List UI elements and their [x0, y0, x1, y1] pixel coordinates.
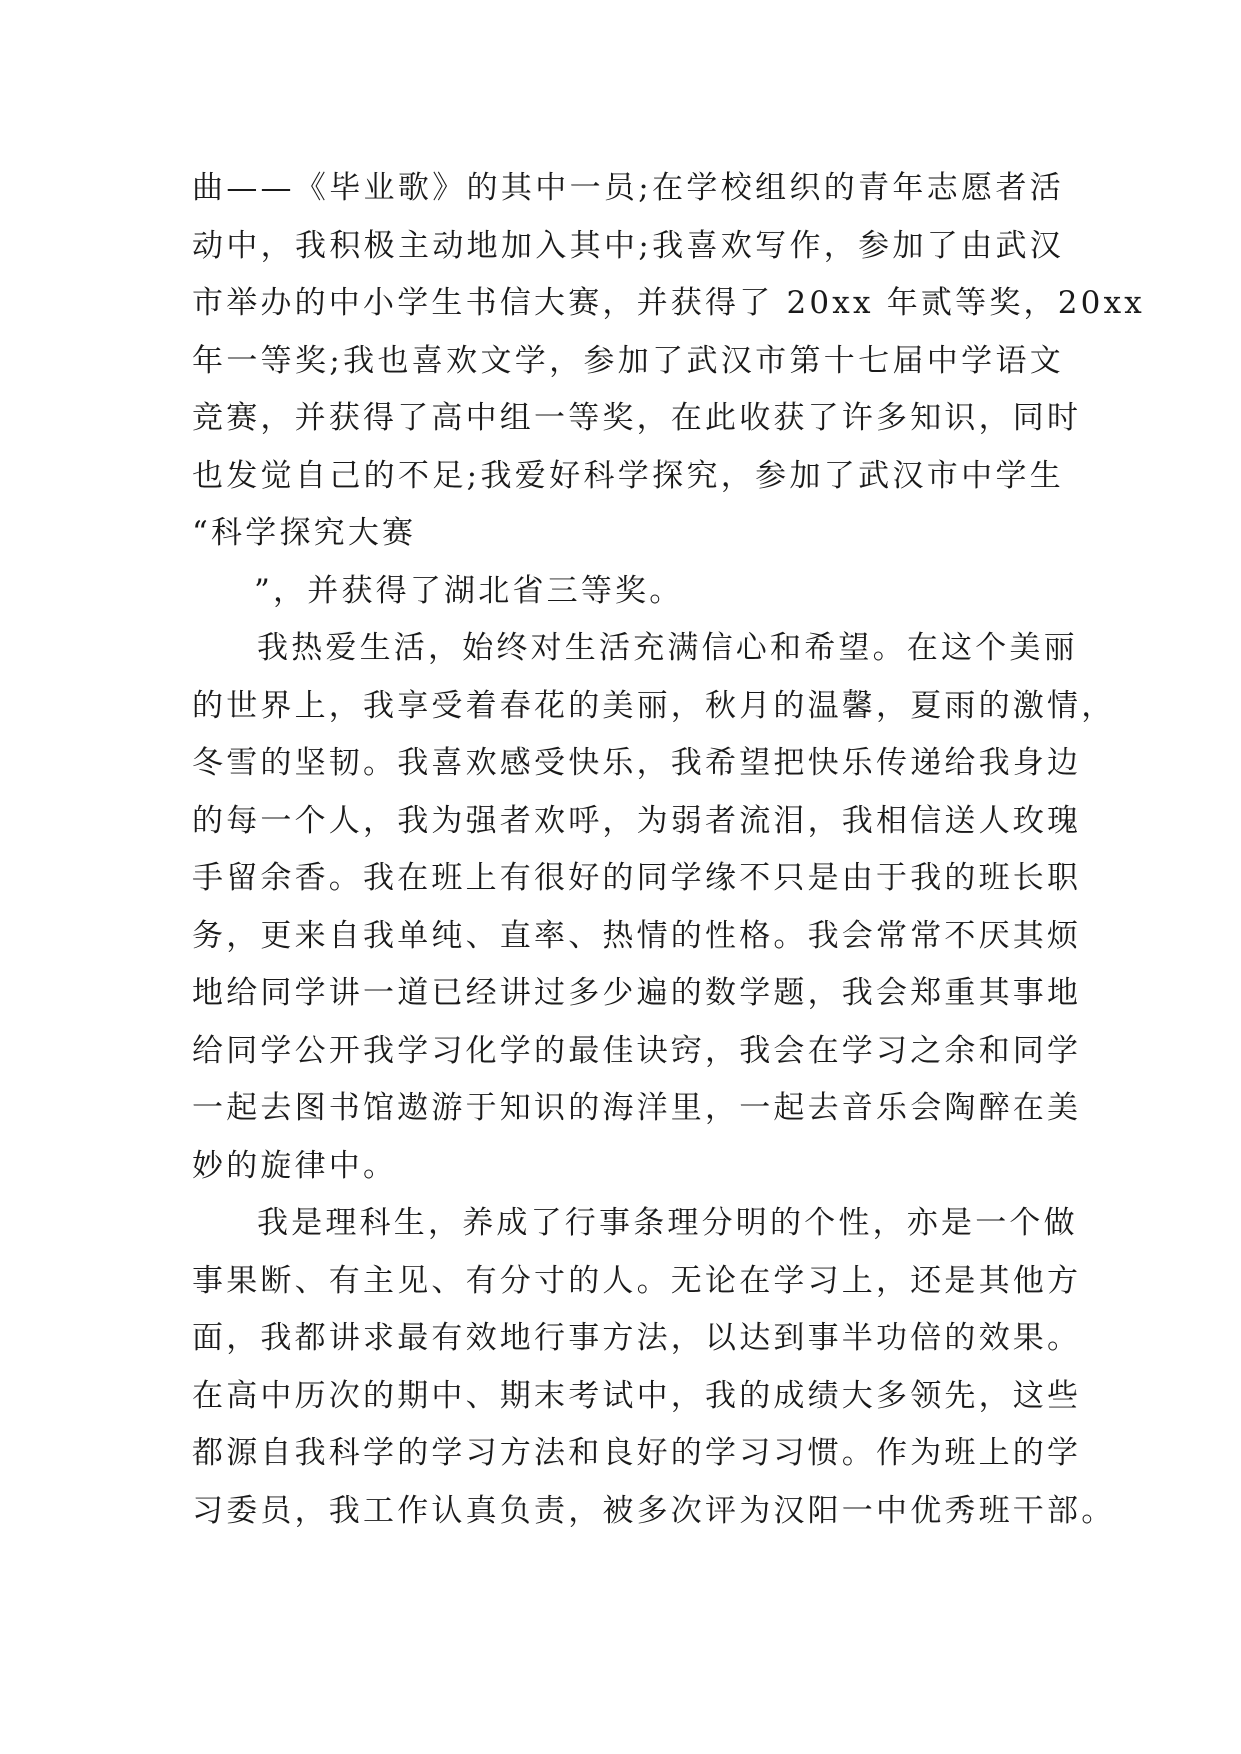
paragraph-first-line: 我热爱生活，始终对生活充满信心和希望。在这个美丽	[257, 630, 1078, 666]
text-line: 的每一个人，我为强者欢呼，为弱者流泪，我相信送人玫瑰	[192, 802, 1082, 839]
text-line: 冬雪的坚韧。我喜欢感受快乐，我希望把快乐传递给我身边	[192, 745, 1082, 781]
text-line: 习委员，我工作认真负责，被多次评为汉阳一中优秀班干部。	[192, 1492, 1116, 1529]
text-line: 在高中历次的期中、期末考试中，我的成绩大多领先，这些	[192, 1377, 1082, 1414]
text-line: 一起去图书馆遨游于知识的海洋里，一起去音乐会陶醉在美	[192, 1090, 1082, 1126]
text-line: 手留余香。我在班上有很好的同学缘不只是由于我的班长职	[192, 860, 1082, 896]
document-body	[192, 160, 1145, 1540]
text-line: 给同学公开我学习化学的最佳诀窍，我会在学习之余和同学	[192, 1032, 1082, 1069]
text-line: 事果断、有主见、有分寸的人。无论在学习上，还是其他方	[192, 1262, 1082, 1299]
text-line: 市举办的中小学生书信大赛，并获得了 20xx 年贰等奖，20xx	[192, 285, 1145, 321]
text-line: 的世界上，我享受着春花的美丽，秋月的温馨，夏雨的激情，	[192, 687, 1116, 724]
text-line: 面，我都讲求最有效地行事方法，以达到事半功倍的效果。	[192, 1320, 1082, 1356]
text-line: 务，更来自我单纯、直率、热情的性格。我会常常不厌其烦	[192, 917, 1082, 954]
text-line: ”，并获得了湖北省三等奖。	[254, 572, 684, 609]
text-line: 地给同学讲一道已经讲过多少遍的数学题，我会郑重其事地	[192, 975, 1082, 1011]
text-line: 也发觉自己的不足;我爱好科学探究，参加了武汉市中学生	[192, 457, 1064, 494]
text-line: 动中，我积极主动地加入其中;我喜欢写作，参加了由武汉	[192, 227, 1064, 264]
text-line: 竞赛，并获得了高中组一等奖，在此收获了许多知识，同时	[192, 400, 1082, 436]
text-line: 曲——《毕业歌》的其中一员;在学校组织的青年志愿者活	[192, 170, 1064, 206]
text-line: 年一等奖;我也喜欢文学，参加了武汉市第十七届中学语文	[192, 342, 1064, 379]
text-line: 都源自我科学的学习方法和良好的学习习惯。作为班上的学	[192, 1435, 1082, 1471]
text-line: “科学探究大赛	[192, 515, 417, 551]
paragraph-first-line: 我是理科生，养成了行事条理分明的个性，亦是一个做	[257, 1205, 1078, 1241]
text-line: 妙的旋律中。	[192, 1147, 398, 1184]
